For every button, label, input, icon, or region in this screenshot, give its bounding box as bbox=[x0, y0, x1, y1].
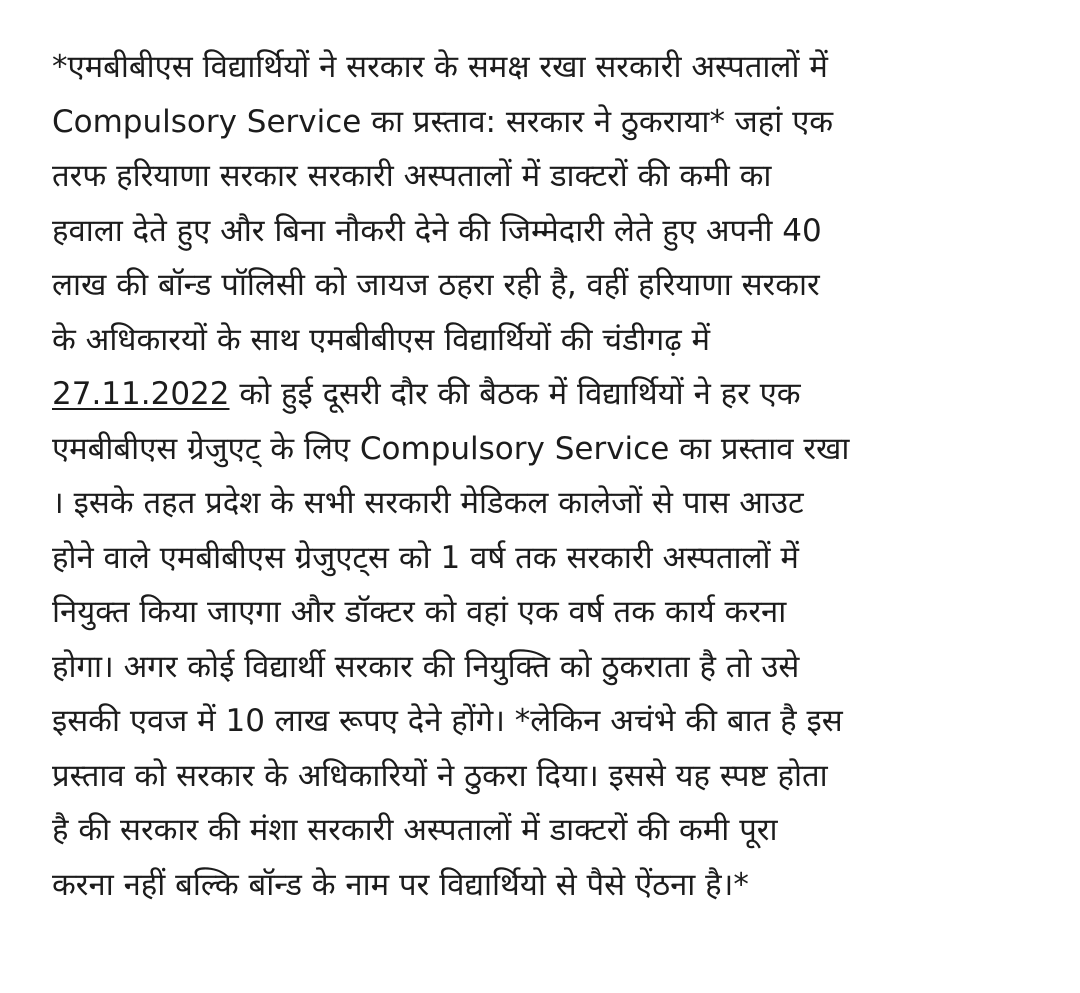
message-line: *एमबीबीएस विद्यार्थियों ने सरकार के समक्ष रखा सरकारी अस्पतालों में bbox=[52, 49, 828, 85]
message-line-rest: को हुई दूसरी दौर की बैठक में विद्यार्थियों ने हर एक bbox=[229, 376, 801, 412]
message-line: है की सरकार की मंशा सरकारी अस्पतालों में डाक्टरों की कमी पूरा bbox=[52, 812, 778, 848]
message-line-with-date bbox=[52, 367, 1040, 422]
message-line: इसकी एवज में 10 लाख रूपए देने होंगे। *लेकिन अचंभे की बात है इस bbox=[52, 703, 843, 739]
message-line: हवाला देते हुए और बिना नौकरी देने की जिम्मेदारी लेते हुए अपनी 40 bbox=[52, 212, 822, 249]
message-line: नियुक्त किया जाएगा और डॉक्टर को वहां एक वर्ष तक कार्य करना bbox=[52, 594, 787, 630]
date-link[interactable]: 27.11.2022 bbox=[52, 376, 230, 412]
message-line: एमबीबीएस ग्रेजुएट् के लिए Compulsory Service का प्रस्ताव रखा bbox=[52, 430, 850, 467]
message-line: । इसके तहत प्रदेश के सभी सरकारी मेडिकल कालेजों से पास आउट bbox=[52, 485, 804, 521]
message-body bbox=[52, 40, 1040, 912]
message-line: होने वाले एमबीबीएस ग्रेजुएट्स को 1 वर्ष तक सरकारी अस्पतालों में bbox=[52, 539, 799, 576]
message-line: तरफ हरियाणा सरकार सरकारी अस्पतालों में डाक्टरों की कमी का bbox=[52, 158, 772, 194]
message-line: लाख की बॉन्ड पॉलिसी को जायज ठहरा रही है, वहीं हरियाणा सरकार bbox=[52, 267, 820, 303]
message-line: करना नहीं बल्कि बॉन्ड के नाम पर विद्यार्थियो से पैसे ऐंठना है।* bbox=[52, 866, 749, 903]
message-line: Compulsory Service का प्रस्ताव: सरकार ने ठुकराया* जहां एक bbox=[52, 103, 834, 140]
message-line: प्रस्ताव को सरकार के अधिकारियों ने ठुकरा दिया। इससे यह स्पष्ट होता bbox=[52, 757, 828, 794]
message-line: के अधिकारयों के साथ एमबीबीएस विद्यार्थियों की चंडीगढ़ में bbox=[52, 321, 711, 358]
message-line: होगा। अगर कोई विद्यार्थी सरकार की नियुक्ति को ठुकराता है तो उसे bbox=[52, 648, 800, 685]
